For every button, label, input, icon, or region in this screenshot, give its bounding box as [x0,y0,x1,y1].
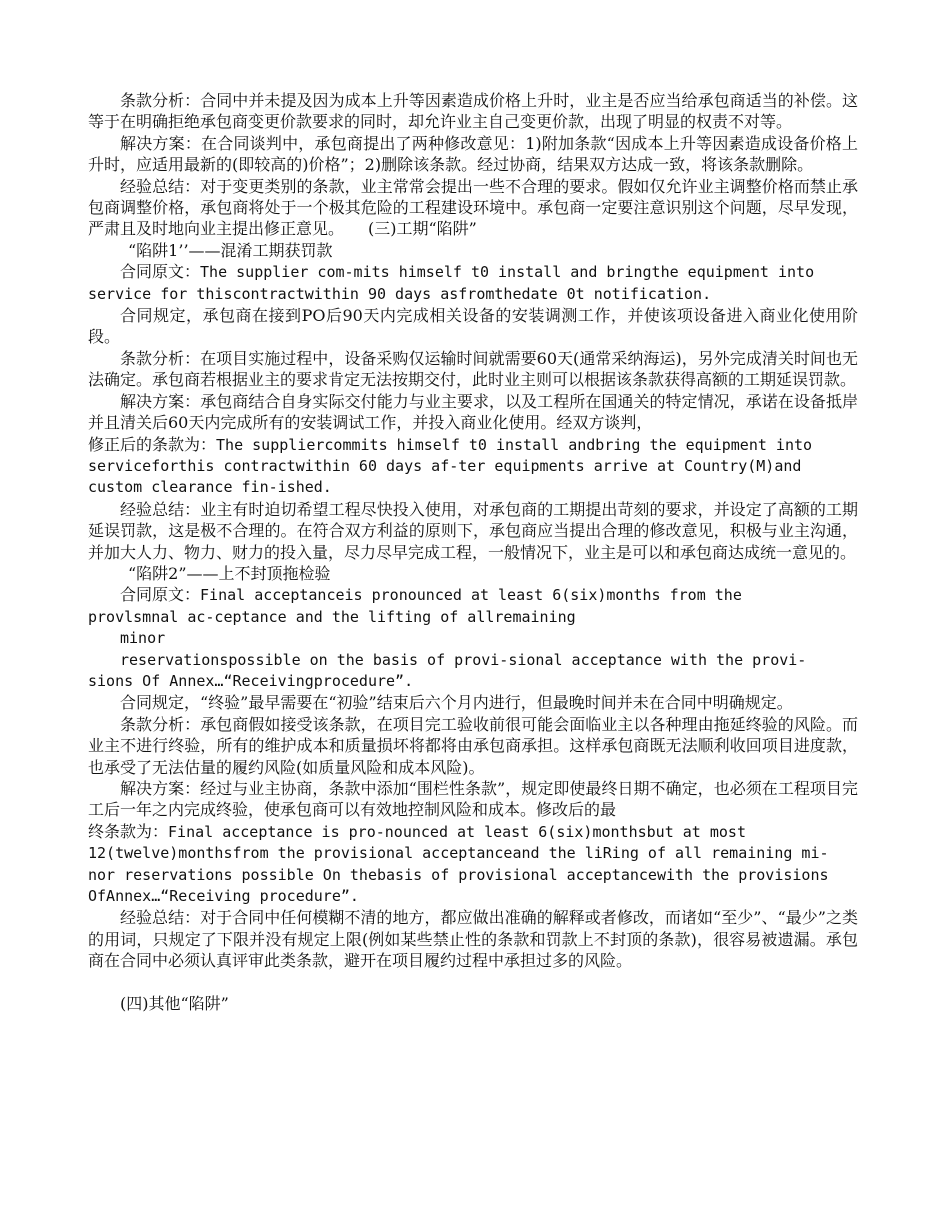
trap2-heading: “陷阱2”——上不封顶拖检验 [128,563,331,583]
document-body [88,90,858,1014]
revised-clause-label: 修正后的条款为： [88,434,217,454]
trap1-heading: “陷阱1’’——混淆工期获罚款 [128,240,333,260]
contract-original-label: 合同原文： [120,262,201,282]
solution-paragraph [88,778,858,821]
contract-original-line-5: sions Of Annex…“Receivingprocedure”. [88,671,414,690]
contract-provision-paragraph: 合同规定，承包商在接到PO后90天内完成相关设备的安装调测工作，并使该项设备进入商业化使用阶段。 [88,306,858,347]
revised-clause-label: 终条款为： [88,821,169,841]
clause-analysis-paragraph: 条款分析：在项目实施过程中，设备采购仅运输时间就需要60天(通常采纳海运)，另外完成清关时间也无法确定。承包商若根据业主的要求肯定无法按期交付，此时业主则可以根据该条款获得高额的工期延误罚款。 [88,348,858,390]
section-heading-other-traps: (四)其他“陷阱” [120,993,229,1013]
revised-clause-line [88,821,858,843]
solution-text: 解决方案：经过与业主协商，条款中添加“围栏性条款”，规定即使最终日期不确定，也必须在工程项目完工后一年之内完成终验，使承包商可以有效地控制风险和成本。修改后的最 [88,779,858,820]
contract-original-line [88,261,858,283]
solution-paragraph: 解决方案：在合同谈判中，承包商提出了两种修改意见：1)附加条款“因成本上升等因素造成设备价格上升时，应适用最新的(即较高的)价格”；2)删除该条款。经过协商，结果双方达成一致，将该条款删除。 [88,133,858,175]
revised-clause-line-3: nor reservations possible On thebasis of provisional acceptancewith the provisions [88,865,829,884]
experience-summary-paragraph: 经验总结：对于合同中任何模糊不清的地方，都应做出准确的解释或者修改，而诸如“至少”、“最少”之类的用词，只规定了下限并没有规定上限(例如某些禁止性的条款和罚款上不封顶的条款)，很容易被遗漏。承包商在合同中必须认真评审此类条款，避开在项目履约过程中承担过多的风险。 [88,908,858,971]
revised-clause-english: Final acceptance is pro-nounced at least 6(six)monthsbut at most [168,822,746,841]
contract-original-english: The supplier com-mits himself t0 install and bringthe equipment into [200,263,815,282]
solution-paragraph [88,391,858,434]
revised-clause-line-4: OfAnnex…“Receiving procedure”. [88,887,359,906]
experience-summary-paragraph: 经验总结：对于变更类别的条款，业主常常会提出一些不合理的要求。假如仅允许业主调整价格而禁止承包商调整价格，承包商将处于一个极其危险的工程建设环境中。承包商一定要注意识别这个问题，尽早发现，严肃且及时地向业主提出修正意见。 (三)工期“陷阱” [88,176,858,239]
contract-original-line-3: minor [120,629,166,648]
spacer [88,972,858,993]
contract-original-line [88,584,858,606]
contract-original-line-4: reservationspossible on the basis of provi-sional acceptance with the provi- [120,650,807,669]
contract-original-english: Final acceptanceis pronounced at least 6(six)months from the [200,586,742,605]
revised-clause-line-2: serviceforthis contractwithin 60 days af-ter equipments arrive at Country(M)and [88,456,802,475]
contract-provision-paragraph: 合同规定，“终验”最早需要在“初验”结束后六个月内进行，但最晚时间并未在合同中明确规定。 [120,693,793,713]
contract-original-label: 合同原文： [120,585,201,605]
experience-summary-paragraph: 经验总结：业主有时迫切希望工程尽快投入使用，对承包商的工期提出苛刻的要求，并设定了高额的工期延误罚款，这是极不合理的。在符合双方利益的原则下，承包商应当提出合理的修改意见，积极与业主沟通，并加大人力、物力、财力的投入量，尽力尽早完成工程，一般情况下，业主是可以和承包商达成统一意见的。 [88,499,858,562]
revised-clause-english: The suppliercommits himself t0 install andbring the equipment into [216,435,813,454]
revised-clause-line [88,434,858,456]
contract-original-line-2: service for thiscontractwithin 90 days asfromthedate 0t notification. [88,284,712,303]
clause-analysis-paragraph: 条款分析：合同中并未提及因为成本上升等因素造成价格上升时，业主是否应当给承包商适当的补偿。这等于在明确拒绝承包商变更价款要求的同时，却允许业主自己变更价款，出现了明显的权责不对等。 [88,91,858,132]
contract-original-line-2: provlsmnal ac-ceptance and the lifting of allremaining [88,607,576,626]
solution-text: 解决方案：承包商结合自身实际交付能力与业主要求，以及工程所在国通关的特定情况，承诺在设备抵岸并且清关后60天内完成所有的安装调试工作，并投入商业化使用。经双方谈判， [88,391,858,433]
revised-clause-line-2: 12(twelve)monthsfrom the provisional acceptanceand the liRing of all remaining mi- [88,844,829,863]
revised-clause-line-3: custom clearance fin-ished. [88,478,332,497]
clause-analysis-paragraph: 条款分析：承包商假如接受该条款，在项目完工验收前很可能会面临业主以各种理由拖延终验的风险。而业主不进行终验，所有的维护成本和质量损坏将都将由承包商承担。这样承包商既无法顺利收回项目进度款，也承受了无法估量的履约风险(如质量风险和成本风险)。 [88,714,858,777]
